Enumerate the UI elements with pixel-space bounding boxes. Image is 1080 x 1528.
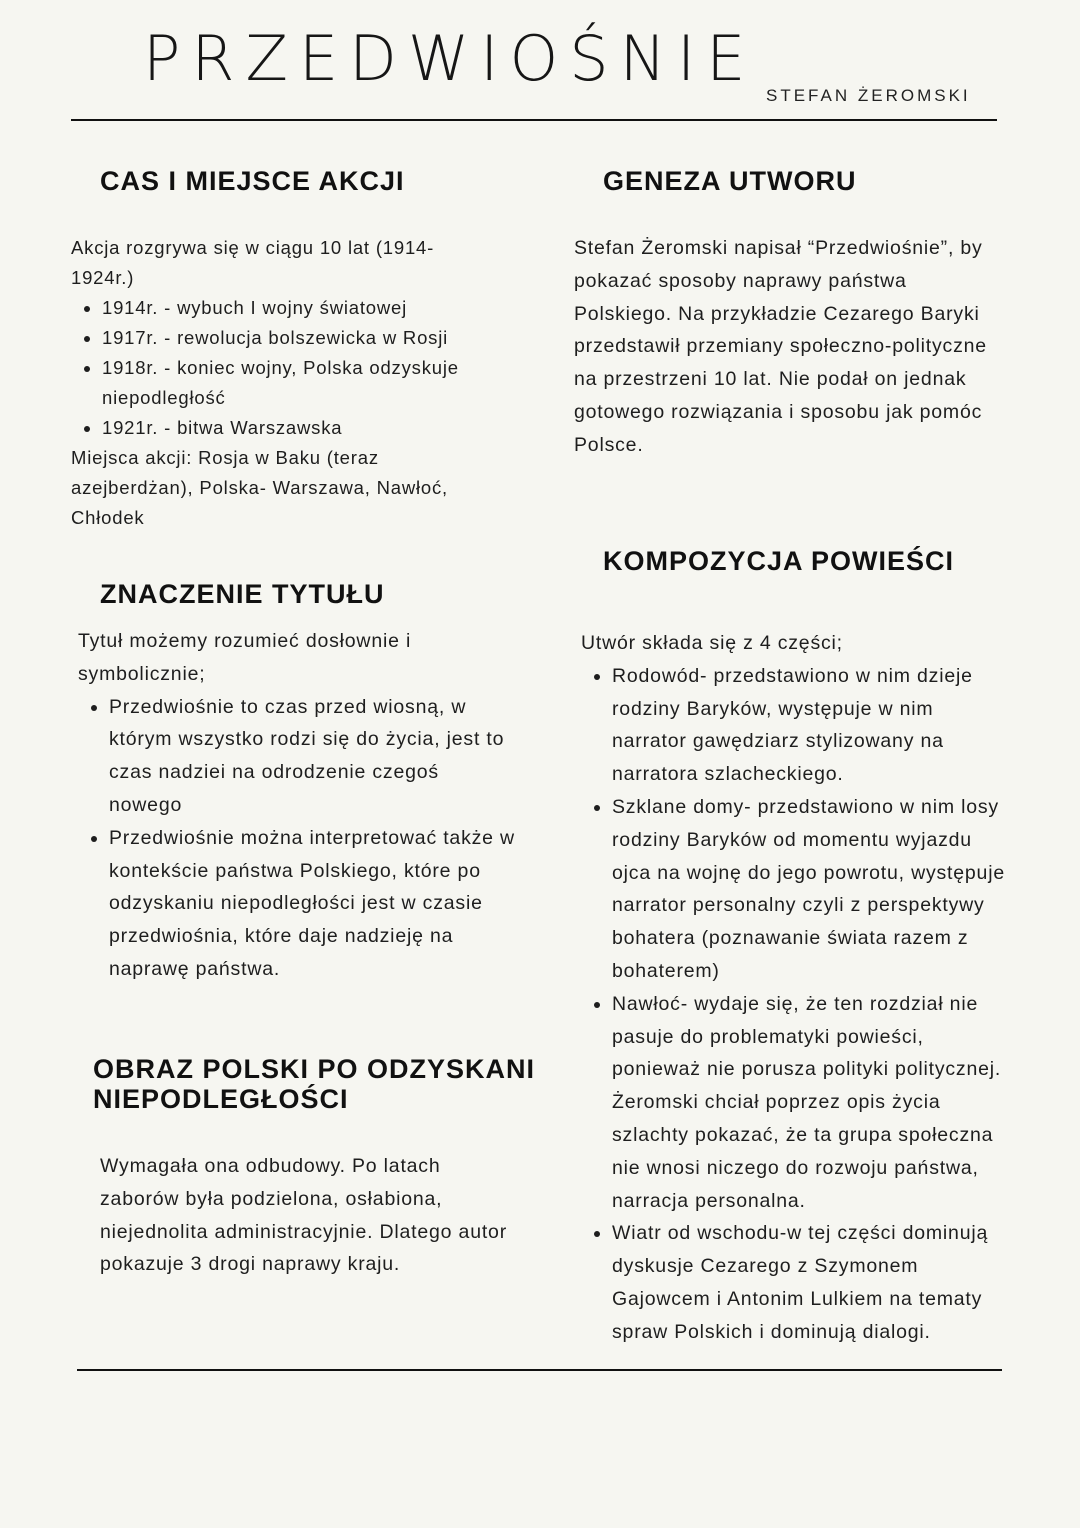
composition-part: • Rodowód- przedstawiono w nim dzieje rodziny Baryków, występuje w nim narrator gawędziarz stylizowany na narratora szlacheckiego.	[612, 660, 1011, 791]
composition-heading: KOMPOZYCJA POWIEŚCI	[603, 546, 955, 576]
top-divider	[71, 119, 997, 121]
composition-part: • Nawłoć- wydaje się, że ten rozdział nie pasuje do problematyki powieści, ponieważ nie porusza polityki politycznej. Żeromski chciał poprzez opis życia szlachty pokazać, że ta grupa społeczna nie wnosi niczego do rozwoju państwa, narracja personalna.	[612, 988, 1011, 1218]
events-list	[71, 293, 471, 443]
time-place-section	[71, 233, 471, 533]
time-place-heading: CAS I MIEJSCE AKCJI	[100, 166, 405, 196]
meaning-item: • Przedwiośnie można interpretować także w kontekście państwa Polskiego, które po odzyskaniu niepodległości jest w czasie przedwiośnia, które daje nadzieję na naprawę państwa.	[109, 822, 518, 986]
author-name: STEFAN ŻEROMSKI	[766, 86, 971, 105]
composition-part: • Szklane domy- przedstawiono w nim losy rodziny Baryków od momentu wyjazdu ojca na wojnę do jego powrotu, występuje narrator personalny czyli z perspektywy bohatera (poznawanie świata razem z bohaterem)	[612, 791, 1011, 988]
meaning-item: • Przedwiośnie to czas przed wiosną, w którym wszystko rodzi się do życia, jest to czas nadziei na odrodzenie czegoś nowego	[109, 691, 518, 822]
places-text: Miejsca akcji: Rosja w Baku (teraz azejberdżan), Polska- Warszawa, Nawłoć, Chłodek	[71, 447, 448, 528]
poland-image-text	[100, 1150, 525, 1281]
bottom-divider	[77, 1369, 1002, 1371]
title-meaning-list	[78, 691, 518, 986]
composition-list	[581, 660, 1011, 1349]
event-item: • 1921r. - bitwa Warszawska	[102, 413, 471, 443]
title-meaning-intro: Tytuł możemy rozumieć dosłownie i symbolicznie;	[78, 630, 412, 685]
title-meaning-heading: ZNACZENIE TYTUŁU	[100, 579, 385, 609]
composition-section	[581, 627, 1011, 1349]
event-item: • 1918r. - koniec wojny, Polska odzyskuje niepodległość	[102, 353, 471, 413]
time-place-intro: Akcja rozgrywa się w ciągu 10 lat (1914-1924r.)	[71, 237, 435, 288]
genesis-paragraph: Stefan Żeromski napisał “Przedwiośnie”, by pokazać sposoby naprawy państwa Polskiego. Na przykładzie Cezarego Baryki przedstawił przemiany społeczno-polityczne na przestrzeni 10 lat. Nie podał on jednak gotowego rozwiązania i sposobu jak pomóc Polsce.	[574, 237, 987, 456]
poland-image-heading: OBRAZ POLSKI PO ODZYSKANI NIEPODLEGŁOŚCI	[93, 1054, 536, 1114]
title-meaning-section	[78, 625, 518, 986]
genesis-heading: GENEZA UTWORU	[603, 166, 857, 196]
document-title: PRZEDWIOŚNIE	[143, 22, 757, 95]
genesis-text	[574, 232, 1004, 462]
poland-image-paragraph: Wymagała ona odbudowy. Po latach zaborów była podzielona, osłabiona, niejednolita administracyjnie. Dlatego autor pokazuje 3 drogi naprawy kraju.	[100, 1155, 507, 1276]
composition-intro: Utwór składa się z 4 części;	[581, 632, 843, 654]
event-item: • 1917r. - rewolucja bolszewicka w Rosji	[102, 323, 471, 353]
event-item: • 1914r. - wybuch I wojny światowej	[102, 293, 471, 323]
composition-part: • Wiatr od wschodu-w tej części dominują dyskusje Cezarego z Szymonem Gajowcem i Antonim Lulkiem na tematy spraw Polskich i dominują dialogi.	[612, 1217, 1011, 1348]
